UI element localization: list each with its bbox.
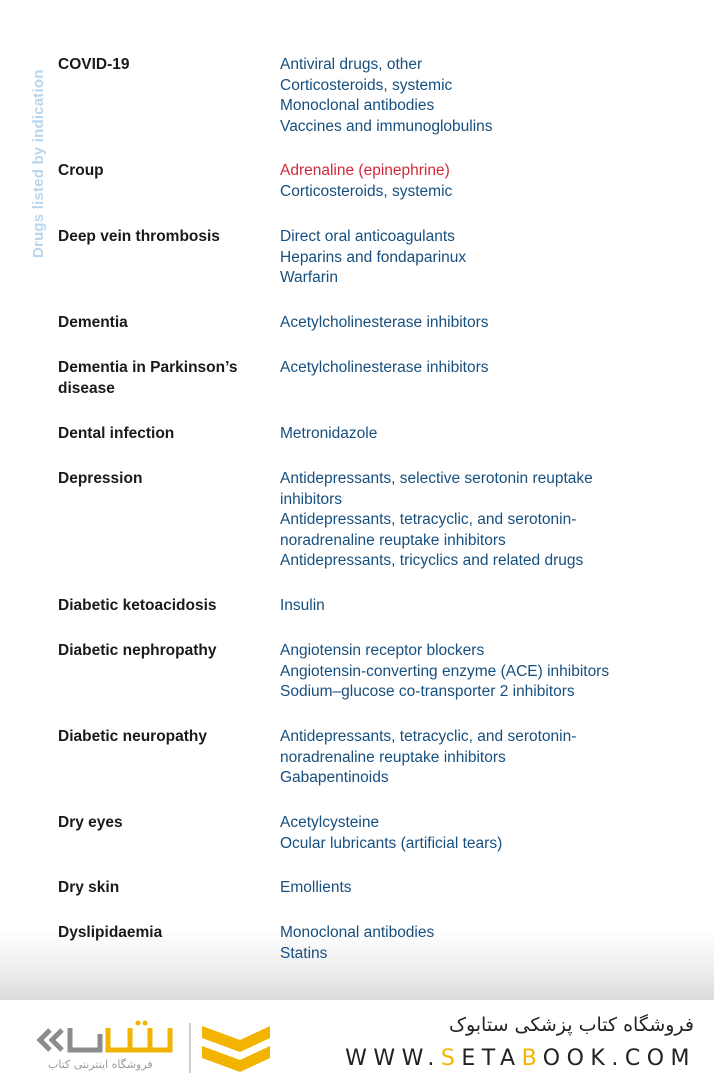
indication-label: Deep vein thrombosis — [58, 228, 220, 245]
drug-item: Antidepressants, tetracyclic, and serotonin-noradrenaline reuptake inhibitors — [280, 728, 577, 766]
indication-label: Diabetic nephropathy — [58, 642, 217, 659]
drug-list — [280, 923, 640, 964]
store-name: فروشگاه کتاب پزشکی ستابوک — [448, 1014, 694, 1036]
drug-list — [280, 227, 640, 289]
drug-list — [280, 424, 640, 445]
drug-item: Metronidazole — [280, 425, 378, 442]
indication-label: Depression — [58, 470, 143, 487]
logo-subtitle: فروشگاه اینترنتی کتاب — [48, 1058, 153, 1071]
url-part-highlight: S — [440, 1046, 462, 1071]
drug-item: Corticosteroids, systemic — [280, 76, 453, 94]
indication-label: Dental infection — [58, 425, 175, 442]
indication-label: Diabetic neuropathy — [58, 728, 207, 745]
drug-item: Acetylcysteine — [280, 814, 380, 831]
url-part: ETA — [461, 1046, 522, 1071]
drug-item: Vaccines and immunoglobulins — [280, 117, 493, 135]
drug-item: Direct oral anticoagulants — [280, 228, 455, 245]
drug-item: Antiviral drugs, other — [280, 56, 423, 73]
drug-item: Antidepressants, selective serotonin reuptake inhibitors — [280, 470, 593, 508]
drug-item: Emollients — [280, 879, 352, 896]
url-part: WWW. — [345, 1046, 441, 1071]
drug-item-highlighted: Adrenaline (epinephrine) — [280, 162, 450, 179]
drug-list — [280, 161, 640, 202]
drug-list — [280, 813, 640, 854]
indication-label: Dry eyes — [58, 814, 123, 831]
drug-item: Insulin — [280, 597, 325, 614]
url-part: OOK.COM — [542, 1046, 696, 1071]
drug-item: Acetylcholinesterase inhibitors — [280, 359, 489, 376]
drug-list — [280, 641, 640, 703]
drug-list — [280, 469, 640, 572]
indication-label: COVID-19 — [58, 56, 130, 73]
drug-item: Sodium–glucose co-transporter 2 inhibitors — [280, 683, 575, 700]
drug-item: Corticosteroids, systemic — [280, 182, 453, 200]
drug-list — [280, 313, 640, 334]
drug-item: Acetylcholinesterase inhibitors — [280, 314, 489, 331]
drug-list — [280, 358, 640, 379]
drug-item: Angiotensin-converting enzyme (ACE) inhibitors — [280, 662, 610, 680]
indication-label: Diabetic ketoacidosis — [58, 597, 217, 614]
drug-item: Gabapentinoids — [280, 769, 389, 786]
drug-item: Monoclonal antibodies — [280, 97, 435, 114]
indication-label: Dyslipidaemia — [58, 924, 163, 941]
indication-label: Croup — [58, 162, 104, 179]
indication-label: Dementia in Parkinson’s disease — [58, 359, 238, 397]
drug-item: Monoclonal antibodies — [280, 924, 435, 941]
setabook-logo — [30, 1018, 280, 1078]
drug-item: Statins — [280, 944, 328, 962]
indication-label: Dry skin — [58, 879, 120, 896]
url-part-highlight: B — [521, 1046, 543, 1071]
drug-item: Warfarin — [280, 269, 338, 286]
indication-label: Dementia — [58, 314, 128, 331]
drug-list — [280, 596, 640, 617]
drug-item: Ocular lubricants (artificial tears) — [280, 834, 503, 852]
drug-list — [280, 727, 640, 789]
drug-item: Heparins and fondaparinux — [280, 248, 467, 266]
store-url — [345, 1046, 696, 1071]
drug-item: Antidepressants, tetracyclic, and serotonin-noradrenaline reuptake inhibitors — [280, 511, 577, 549]
drug-item: Antidepressants, tricyclics and related drugs — [280, 552, 584, 569]
drug-item: Angiotensin receptor blockers — [280, 642, 485, 659]
drug-list — [280, 878, 640, 899]
watermark-footer — [0, 1000, 714, 1080]
section-side-label: Drugs listed by indication — [30, 69, 47, 258]
drug-list — [280, 55, 640, 137]
